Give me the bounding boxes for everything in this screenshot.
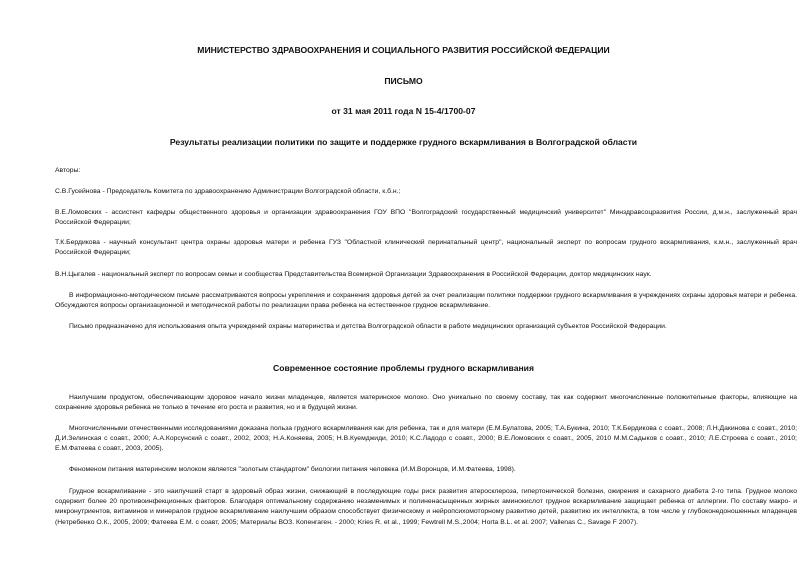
section-paragraph-3: Феноменом питания материнским молоком является "золотым стандартом" биологии питания человека (И.М.Воронцов, И.М.Фатеева, 1998). xyxy=(69,466,516,473)
author-1: С.В.Гусейнова - Председатель Комитета по здравоохранению Администрации Волгоградской области, к.б.н.; xyxy=(55,188,401,195)
authors-label: Авторы: xyxy=(55,167,81,174)
intro-paragraph-2: Письмо предназначено для использования опыта учреждений охраны материнства и детства Волгоградской области в работе медицинских организаций субъектов Российской Федерации. xyxy=(69,323,667,330)
ministry-heading: МИНИСТЕРСТВО ЗДРАВООХРАНЕНИЯ И СОЦИАЛЬНОГО РАЗВИТИЯ РОССИЙСКОЙ ФЕДЕРАЦИИ xyxy=(197,45,610,55)
author-2: В.Е.Ломовских - ассистент кафедры общественного здоровья и организации здравоохранения ГОУ ВПО "Волгоградский государственный медицинский университет" Минздравсоцразвития России, д.м.н., заслуженный врач Российской Федерации; xyxy=(55,209,797,227)
author-4: В.Н.Цыгалев - национальный эксперт по вопросам семьи и сообщества Представительства Всемирной Организации Здравоохранения в Российской Федерации, доктор медицинских наук. xyxy=(55,271,652,278)
section-heading: Современное состояние проблемы грудного вскармливания xyxy=(273,363,534,373)
intro-paragraph-1: В информационно-методическом письме рассматриваются вопросы укрепления и сохранения здоровья детей за счет реализации политики поддержки грудного вскармливания в учреждениях охраны здоровья матери и ребенка. Обсуждаются вопросы организационной и методической работы по реализации права ребенка на естественное грудное вскармливание. xyxy=(55,292,797,310)
doc-date-number: от 31 мая 2011 года N 15-4/1700-07 xyxy=(331,106,476,116)
section-paragraph-4: Грудное вскармливание - это наилучший старт в здоровый образ жизни, снижающий в последующие годы риск развития атеросклероза, гипертонической болезни, ожирения и сахарного диабета 2-го типа. Грудное молоко содержит более 20 противоинфекционных факторов. Благодаря оптимальному содержанию незаменимых и полиненасыщенных жирных аминокислот грудное вскармливание защищает ребенка от аллергии. По составу макро- и микронутриентов, витаминов и минералов грудное вскармливание наилучшим образом способствует физическому и нейропсихомоторному развитию детей, развитию их интеллекта, в том числе у глубоконедоношенных младенцев (Нетребенко О.К., 2005, 2009; Фатеева Е.М. с соавт, 2005; Материалы ВОЗ. Копенгаген. - 2000; Kries R. et al., 1999; Fewtrell M.S.,2004; Horta B.L. et al. 2007; Vallenas C., Savage F 2007). xyxy=(55,488,797,526)
doc-title: Результаты реализации политики по защите и поддержке грудного вскармливания в Волгоградской области xyxy=(169,137,638,147)
section-paragraph-2: Многочисленными отечественными исследованиями доказана польза грудного вскармливания как для ребенка, так и для матери (Е.М.Булатова, 2005; Т.А.Букина, 2010; Т.К.Бердикова с соавт., 2008; Л.Н.Дакинова с соавт., 2010; Д.И.Зелинская с соавт., 2000; А.А.Корсунский с соавт., 2002, 2003; Н.А.Коняева, 2005; Н.В.Куемджиди, 2010; К.С.Ладодо с соавт., 2000; В.Е.Ломовских с соавт., 2005, 2010 М.М.Садыков с соавт., 2010; Л.Е.Строева с соавт., 2010; Е.М.Фатеева с соавт., 2003, 2005). xyxy=(55,425,797,453)
author-3: Т.К.Бердикова - научный консультант центра охраны здоровья матери и ребенка ГУЗ "Областной клинический перинатальный центр", национальный эксперт по вопросам грудного вскармливания, к.м.н., заслуженный врач Российской Федерации; xyxy=(55,239,797,257)
section-paragraph-1: Наилучшим продуктом, обеспечивающим здоровое начало жизни младенцев, является материнское молоко. Оно уникально по своему составу, так как содержит многочисленные положительные факторы, влияющие на сохранение здоровья ребенка не только в течение его роста и развития, но и в будущей жизни. xyxy=(55,394,797,412)
doc-type-heading: ПИСЬМО xyxy=(384,76,423,86)
